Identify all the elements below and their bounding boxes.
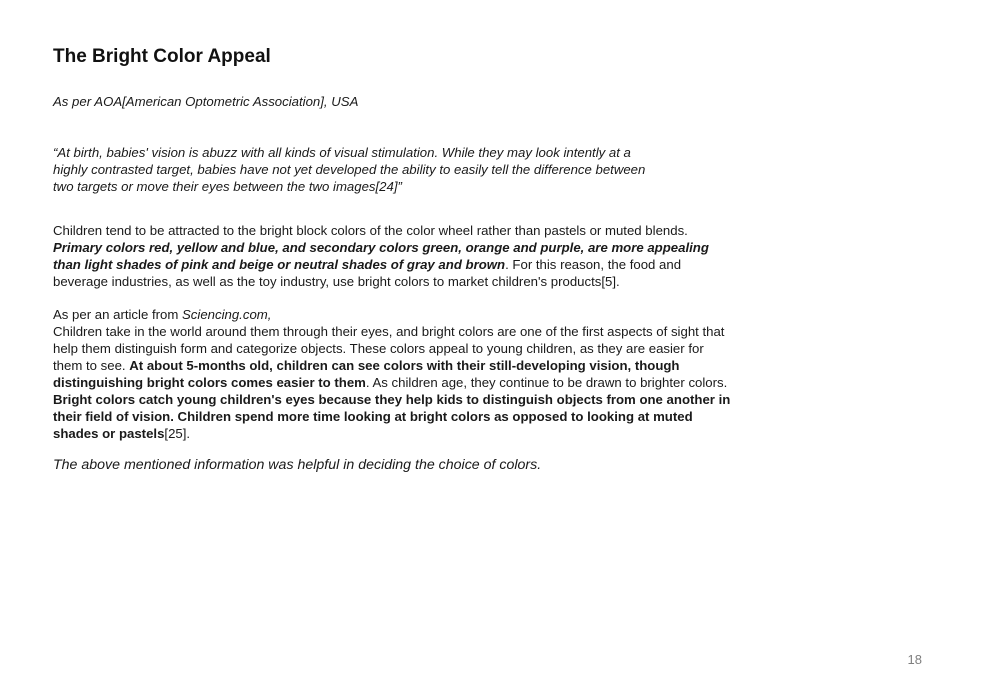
paragraph-text: Children tend to be attracted to the bright block colors of the color wheel rather than pastels or muted blends. — [53, 223, 688, 238]
quote-line: two targets or move their eyes between the two images[24]” — [53, 179, 402, 194]
citation: [25]. — [164, 426, 191, 441]
page-number: 18 — [907, 652, 922, 667]
aoa-quote — [53, 144, 693, 195]
quote-line: “At birth, babies' vision is abuzz with all kinds of visual stimulation. While they may look intently at a — [53, 145, 631, 160]
page-title: The Bright Color Appeal — [53, 46, 271, 67]
conclusion-text: The above mentioned information was helpful in deciding the choice of colors. — [53, 457, 542, 473]
source-site: Sciencing.com, — [182, 307, 272, 322]
intro-text: As per an article from — [53, 307, 182, 322]
paragraph-text: . As children age, they continue to be drawn to brighter colors. — [365, 375, 728, 390]
emphasis-text: Bright colors catch young children's eyes because they help kids to distinguish objects from one another in their field of vision. Children spend more time looking at bright colors as opposed to looking at muted shades or pastels — [53, 392, 731, 441]
paragraph-text: Children take in the world around them through their eyes, and bright colors are one of the first aspects of sight that help them distinguish form and categorize objects. These colors appeal to young children, as they are easier for them to see. — [53, 324, 725, 373]
paragraph-text: . For this reason, the food and beverage industries, as well as the toy industry, use bright colors to market children's products[5]. — [53, 257, 682, 289]
source-line: As per AOA[American Optometric Association], USA — [53, 94, 359, 109]
quote-line: highly contrasted target, babies have not yet developed the ability to easily tell the difference between — [53, 162, 646, 177]
paragraph-bright-colors — [53, 222, 733, 290]
article-intro — [53, 306, 733, 323]
paragraph-sciencing — [53, 306, 733, 442]
emphasis-text: At about 5-months old, children can see colors with their still-developing vision, though distinguishing bright colors comes easier to them — [53, 358, 680, 390]
emphasis-text: Primary colors red, yellow and blue, and secondary colors green, orange and purple, are more appealing than light shades of pink and beige or neutral shades of gray and brown — [53, 240, 709, 272]
